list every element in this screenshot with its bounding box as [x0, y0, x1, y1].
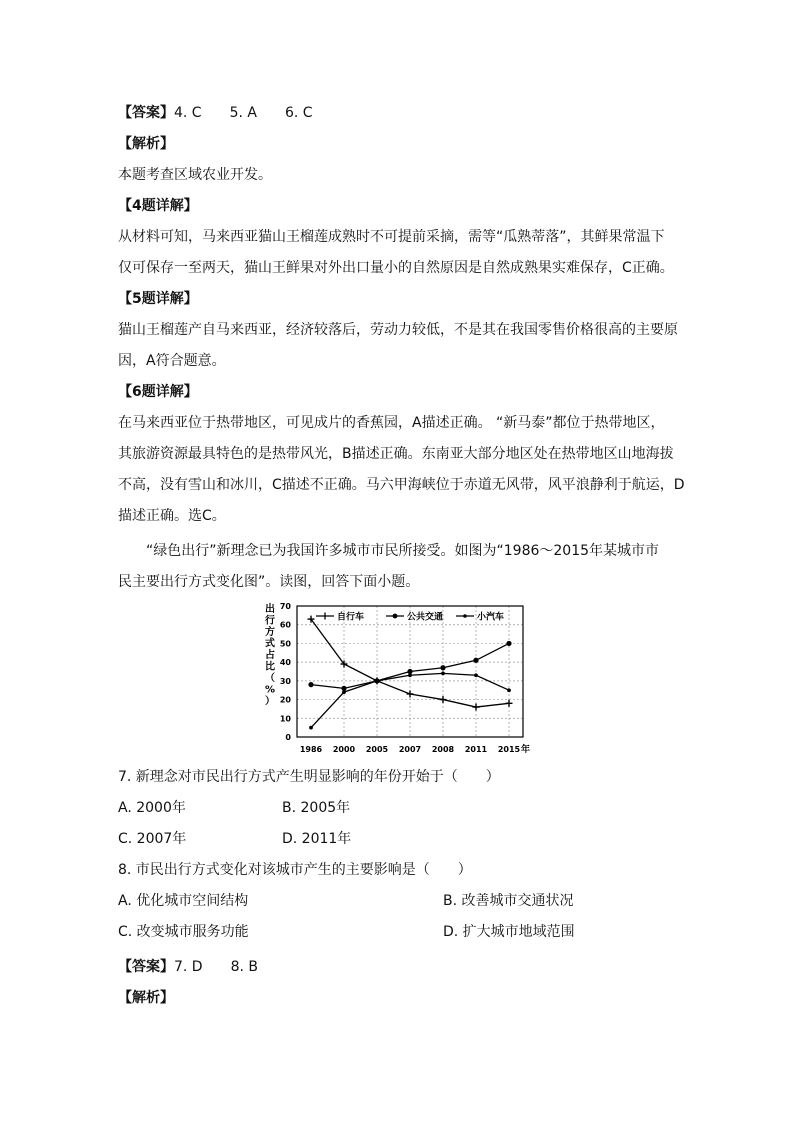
x-tick-2000: 2000: [332, 745, 356, 754]
y-tick-60: 60: [279, 620, 291, 630]
q7-option-b: B. 2005年: [282, 800, 351, 816]
analysis-heading-1: 【解析】: [118, 136, 174, 152]
chart-legend: [316, 611, 504, 623]
y-label-char-1: 行: [265, 615, 275, 627]
answer-tag-2: 【答案】: [118, 959, 174, 975]
legend-marker-小汽车: [463, 614, 467, 618]
q4-detail-line-2: 仅可保存一至两天，猫山王鲜果对外出口量小的自然原因是自然成熟果实难保存，C正确。: [118, 260, 674, 276]
point-小汽车-2005: [375, 679, 379, 683]
point-小汽车-1986: [309, 726, 313, 730]
question-8: 8. 市民出行方式变化对该城市产生的主要影响是（ ）: [118, 862, 472, 878]
y-label-char-3: 式: [265, 638, 275, 650]
point-公共交通-1986: [308, 682, 313, 687]
series-lines: [308, 616, 513, 730]
y-label-char-2: 方: [265, 627, 275, 638]
q8-option-c: C. 改变城市服务功能: [118, 924, 249, 940]
y-tick-50: 50: [279, 639, 291, 649]
answer-tag: 【答案】: [118, 105, 174, 121]
legend-label-自行车: 自行车: [337, 612, 365, 623]
x-tick-2008: 2008: [431, 745, 455, 754]
point-自行车-2011: [473, 704, 480, 711]
point-小汽车-2000: [342, 690, 346, 694]
answer-line-2: [118, 957, 258, 977]
point-自行车-2008: [440, 696, 447, 703]
q6-detail-line-1: 在马来西亚位于热带地区，可见成片的香蕉园，A描述正确。 “新马泰”都位于热带地区，: [118, 415, 665, 431]
point-公共交通-2008: [440, 665, 445, 670]
point-自行车-2007: [407, 690, 414, 697]
legend-label-小汽车: 小汽车: [477, 612, 505, 623]
q6-detail-line-2: 其旅游资源最具特色的是热带风光，B描述正确。东南亚大部分地区处在热带地区山地海拔: [118, 446, 674, 462]
legend-marker-公共交通: [393, 614, 398, 619]
y-label-char-6: （: [265, 673, 275, 684]
point-小汽车-2007: [408, 673, 412, 677]
y-tick-20: 20: [279, 695, 291, 705]
x-tick-2005: 2005: [365, 745, 389, 754]
y-label-char-4: 占: [265, 650, 275, 661]
q7-option-d: D. 2011年: [282, 831, 352, 847]
q8-option-a: A. 优化城市空间结构: [118, 893, 249, 909]
q5-detail-heading: 【5题详解】: [118, 291, 198, 307]
y-tick-labels: [280, 602, 292, 742]
answer-line-1: [118, 103, 313, 123]
point-公共交通-2000: [341, 686, 346, 691]
x-tick-2007: 2007: [398, 745, 422, 754]
q8-option-b: B. 改善城市交通状况: [443, 893, 574, 909]
y-tick-70: 70: [279, 602, 291, 611]
intro-line-2: 民主要出行方式变化图”。读图，回答下面小题。: [118, 574, 420, 590]
legend-label-公共交通: 公共交通: [407, 612, 444, 623]
q5-detail-line-2: 因，A符合题意。: [118, 353, 226, 369]
q6-detail-heading: 【6题详解】: [118, 384, 198, 400]
q7-option-a: A. 2000年: [118, 800, 186, 816]
y-label-char-0: 出: [265, 604, 275, 615]
y-tick-30: 30: [279, 676, 291, 686]
q8-option-d: D. 扩大城市地域范围: [443, 924, 575, 940]
y-label-char-8: ）: [265, 696, 275, 707]
travel-mode-chart: [260, 600, 536, 758]
q6-detail-line-3: 不高，没有雪山和冰川，C描述不正确。马六甲海峡位于赤道无风带，风平浪静利于航运，D: [118, 477, 685, 493]
point-自行车-2015: [506, 700, 513, 707]
answer-text-2: 7. D 8. B: [174, 959, 258, 975]
y-tick-10: 10: [279, 714, 291, 724]
y-label-char-5: 比: [265, 661, 275, 673]
point-公共交通-2011: [473, 658, 478, 663]
point-公共交通-2015: [506, 641, 511, 646]
analysis-heading-2: 【解析】: [118, 990, 174, 1006]
answer-text: 4. C 5. A 6. C: [174, 105, 313, 121]
point-小汽车-2015: [507, 688, 511, 692]
point-小汽车-2011: [474, 673, 478, 677]
question-7: 7. 新理念对市民出行方式产生明显影响的年份开始于（ ）: [118, 769, 500, 785]
y-tick-40: 40: [279, 658, 291, 668]
x-tick-1986: 1986: [299, 745, 323, 754]
intro-line-1: “绿色出行”新理念已为我国许多城市市民所接受。如图为“1986～2015年某城市市: [146, 543, 660, 559]
q5-detail-line-1: 猫山王榴莲产自马来西亚，经济较落后，劳动力较低，不是其在我国零售价格很高的主要原: [118, 322, 678, 338]
x-tick-2011: 2011: [464, 745, 488, 754]
q6-detail-line-4: 描述正确。选C。: [118, 508, 226, 524]
q4-detail-heading: 【4题详解】: [118, 198, 198, 214]
q4-detail-line-1: 从材料可知，马来西亚猫山王榴莲成熟时不可提前采摘，需等“瓜熟蒂落”，其鲜果常温下: [118, 229, 665, 245]
q7-option-c: C. 2007年: [118, 831, 187, 847]
y-label-char-7: %: [264, 684, 276, 696]
y-axis-label: [265, 602, 275, 707]
point-公共交通-2007: [407, 669, 412, 674]
y-tick-0: 0: [285, 733, 291, 742]
point-小汽车-2008: [441, 671, 445, 675]
x-tick-labels: [300, 745, 521, 754]
x-axis-unit: 年: [521, 745, 531, 755]
x-tick-2015: 2015: [497, 745, 521, 754]
topic-line: 本题考查区域农业开发。: [118, 167, 272, 183]
